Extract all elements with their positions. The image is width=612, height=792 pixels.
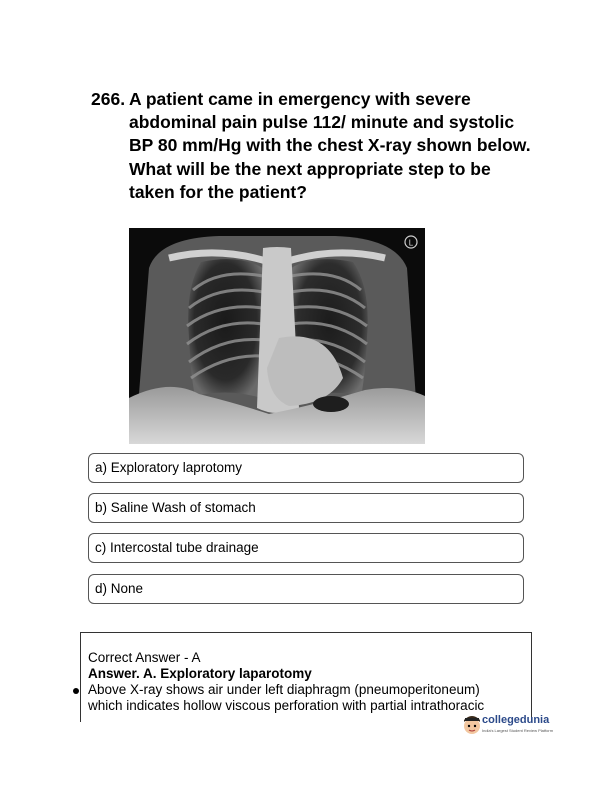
logo-text: collegedunia	[482, 714, 550, 726]
question	[91, 88, 531, 204]
correct-answer: Correct Answer - A	[88, 650, 201, 665]
chest-xray-image	[129, 228, 425, 444]
question-text: A patient came in emergency with severe abdominal pain pulse 112/ minute and systolic BP 80 mm/Hg with the chest X-ray shown below. What will be the next appropriate step to be taken for the patient?	[129, 89, 531, 202]
explanation-line-2: which indicates hollow viscous perforation with partial intrathoracic	[88, 698, 485, 713]
question-number: 266.	[91, 89, 126, 109]
option-c[interactable]: c) Intercostal tube drainage	[88, 533, 524, 563]
answer-heading: Answer. A. Exploratory laparotomy	[88, 666, 312, 681]
xray-marker: L	[408, 238, 414, 248]
option-a[interactable]: a) Exploratory laprotomy	[88, 453, 524, 483]
mascot-icon	[462, 712, 482, 738]
explanation-line-1: Above X-ray shows air under left diaphragm (pneumoperitoneum)	[88, 682, 480, 697]
option-d[interactable]: d) None	[88, 574, 524, 604]
option-b[interactable]: b) Saline Wash of stomach	[88, 493, 524, 523]
collegedunia-logo	[462, 712, 554, 742]
bullet-icon	[73, 688, 79, 694]
logo-subtext: India's Largest Student Review Platform	[482, 728, 554, 733]
chest-xray-graphic	[129, 228, 425, 444]
